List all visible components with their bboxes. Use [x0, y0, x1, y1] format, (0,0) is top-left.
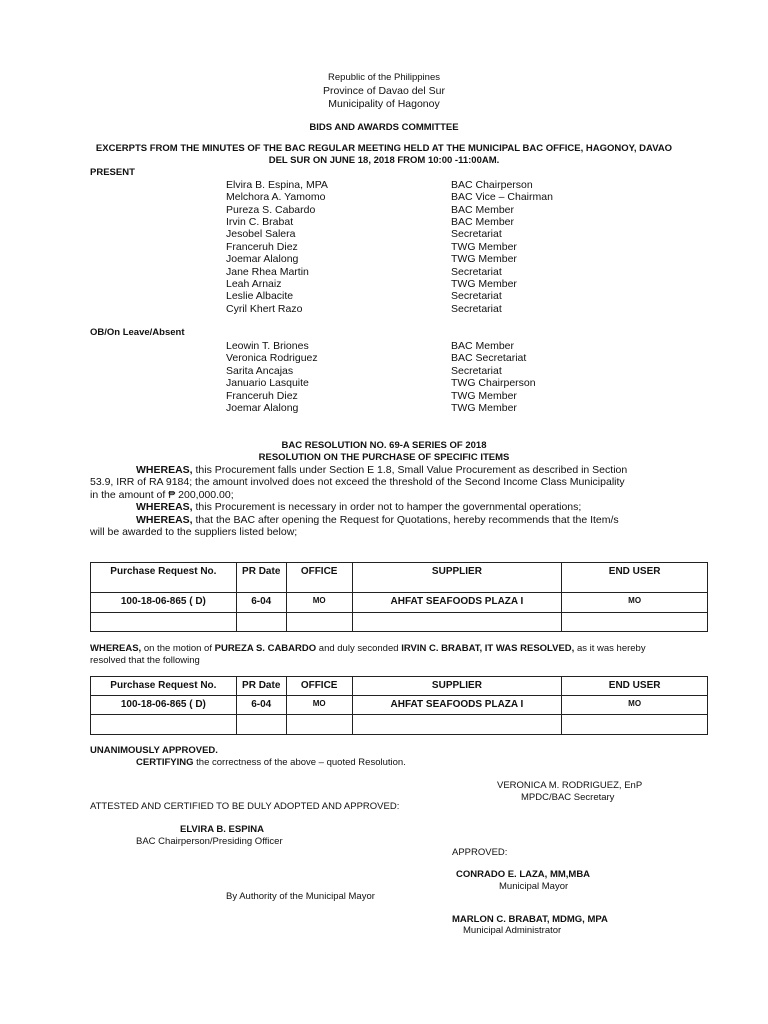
member-name: Leah Arnaiz	[226, 278, 282, 290]
member-role: TWG Chairperson	[451, 377, 536, 389]
cell-end-user: MO	[562, 593, 708, 613]
member-name: Sarita Ancajas	[226, 365, 294, 377]
member-name: Leslie Albacite	[226, 290, 294, 302]
member-role: TWG Member	[451, 402, 517, 414]
admin-title: Municipal Administrator	[463, 925, 562, 936]
cell-pr-no: 100-18-06-865 ( D)	[91, 696, 237, 715]
member-role: TWG Member	[451, 278, 517, 290]
chair-title: BAC Chairperson/Presiding Officer	[136, 836, 283, 847]
cell-pr-no: 100-18-06-865 ( D)	[91, 593, 237, 613]
member-role: Secretariat	[451, 228, 502, 240]
member-name: Elvira B. Espina, MPA	[226, 179, 328, 191]
header-republic: Republic of the Philippines	[328, 72, 440, 83]
resolution-number: BAC RESOLUTION NO. 69-A SERIES OF 2018	[281, 440, 487, 451]
cell-office: MO	[286, 593, 352, 613]
mayor-name: CONRADO E. LAZA, MM,MBA	[456, 869, 591, 880]
member-role: Secretariat	[451, 290, 502, 302]
member-name: Irvin C. Brabat	[226, 216, 294, 228]
member-role: Secretariat	[451, 365, 502, 377]
header-pr-date: PR Date	[236, 563, 286, 593]
cell-supplier: AHFAT SEAFOODS PLAZA I	[352, 593, 562, 613]
member-role: BAC Member	[451, 204, 515, 216]
secretary-title: MPDC/BAC Secretary	[521, 792, 615, 803]
secretary-name: VERONICA M. RODRIGUEZ, EnP	[497, 780, 643, 791]
member-role: Secretariat	[451, 266, 502, 278]
excerpt-line-1: EXCERPTS FROM THE MINUTES OF THE BAC REGULAR MEETING HELD AT THE MUNICIPAL BAC OFFICE, HAGONOY, DAVAO	[95, 143, 673, 154]
approved-label: APPROVED:	[452, 847, 508, 858]
table-row-empty	[91, 613, 708, 632]
table-row-empty	[91, 715, 708, 735]
table-row	[91, 696, 708, 715]
member-role: BAC Member	[451, 216, 515, 228]
resolution-title: RESOLUTION ON THE PURCHASE OF SPECIFIC ITEMS	[258, 452, 510, 463]
chair-name: ELVIRA B. ESPINA	[180, 824, 264, 835]
member-role: TWG Member	[451, 390, 517, 402]
whereas-1-line-2: 53.9, IRR of RA 9184; the amount involved does not exceed the threshold of the Second Income Class Municipality	[90, 476, 625, 488]
header-office: OFFICE	[286, 563, 352, 593]
member-name: Franceruh Diez	[226, 241, 298, 253]
member-role: Secretariat	[451, 303, 502, 315]
header-pr-no: Purchase Request No.	[91, 563, 237, 593]
header-supplier: SUPPLIER	[352, 677, 562, 696]
unanimous-approved: UNANIMOUSLY APPROVED.	[90, 745, 218, 756]
member-role: BAC Secretariat	[451, 352, 527, 364]
header-end-user: END USER	[562, 677, 708, 696]
motion-line-1: WHEREAS, on the motion of PUREZA S. CABARDO and duly seconded IRVIN C. BRABAT, IT WAS RESOLVED, as it was hereby	[90, 643, 646, 654]
mayor-title: Municipal Mayor	[499, 881, 569, 892]
table-row	[91, 593, 708, 613]
header-supplier: SUPPLIER	[352, 563, 562, 593]
whereas-1: WHEREAS, this Procurement falls under Section E 1.8, Small Value Procurement as described in Section	[136, 464, 628, 476]
member-role: TWG Member	[451, 253, 517, 265]
header-pr-date: PR Date	[236, 677, 286, 696]
header-end-user: END USER	[562, 563, 708, 593]
absent-label: OB/On Leave/Absent	[90, 327, 185, 338]
table-header-row	[91, 563, 708, 593]
cell-pr-date: 6-04	[236, 696, 286, 715]
member-name: Joemar Alalong	[226, 253, 299, 265]
table-header-row	[91, 677, 708, 696]
cell-office: MO	[286, 696, 352, 715]
header-office: OFFICE	[286, 677, 352, 696]
member-name: Franceruh Diez	[226, 390, 298, 402]
authority-line: By Authority of the Municipal Mayor	[226, 891, 375, 902]
member-role: BAC Chairperson	[451, 179, 533, 191]
member-role: BAC Vice – Chairman	[451, 191, 553, 203]
member-name: Jane Rhea Martin	[226, 266, 309, 278]
excerpt-line-2: DEL SUR ON JUNE 18, 2018 FROM 10:00 -11:00AM.	[268, 155, 500, 166]
admin-name: MARLON C. BRABAT, MDMG, MPA	[452, 914, 608, 925]
member-role: TWG Member	[451, 241, 517, 253]
whereas-3: WHEREAS, that the BAC after opening the Request for Quotations, hereby recommends that the Item/s	[136, 514, 619, 526]
committee-title: BIDS AND AWARDS COMMITTEE	[309, 122, 459, 133]
member-role: BAC Member	[451, 340, 515, 352]
award-table	[90, 562, 708, 632]
present-label: PRESENT	[90, 167, 135, 178]
cell-pr-date: 6-04	[236, 593, 286, 613]
header-municipality: Municipality of Hagonoy	[328, 98, 440, 110]
header-province: Province of Davao del Sur	[323, 85, 445, 97]
whereas-2: WHEREAS, this Procurement is necessary in order not to hamper the governmental operations;	[136, 501, 582, 513]
member-name: Veronica Rodriguez	[226, 352, 318, 364]
motion-line-2: resolved that the following	[90, 655, 200, 666]
member-name: Pureza S. Cabardo	[226, 204, 316, 216]
member-name: Jesobel Salera	[226, 228, 296, 240]
member-name: Joemar Alalong	[226, 402, 299, 414]
cell-supplier: AHFAT SEAFOODS PLAZA I	[352, 696, 562, 715]
resolved-table	[90, 676, 708, 735]
member-name: Januario Lasquite	[226, 377, 309, 389]
member-name: Melchora A. Yamomo	[226, 191, 326, 203]
member-name: Leowin T. Briones	[226, 340, 309, 352]
cell-end-user: MO	[562, 696, 708, 715]
attested-line: ATTESTED AND CERTIFIED TO BE DULY ADOPTED AND APPROVED:	[90, 801, 400, 812]
whereas-1-line-3: in the amount of ₱ 200,000.00;	[90, 489, 234, 501]
member-name: Cyril Khert Razo	[226, 303, 303, 315]
certifying-line: CERTIFYING the correctness of the above – quoted Resolution.	[136, 757, 406, 768]
header-pr-no: Purchase Request No.	[91, 677, 237, 696]
whereas-3-line-2: will be awarded to the suppliers listed below;	[90, 526, 298, 538]
